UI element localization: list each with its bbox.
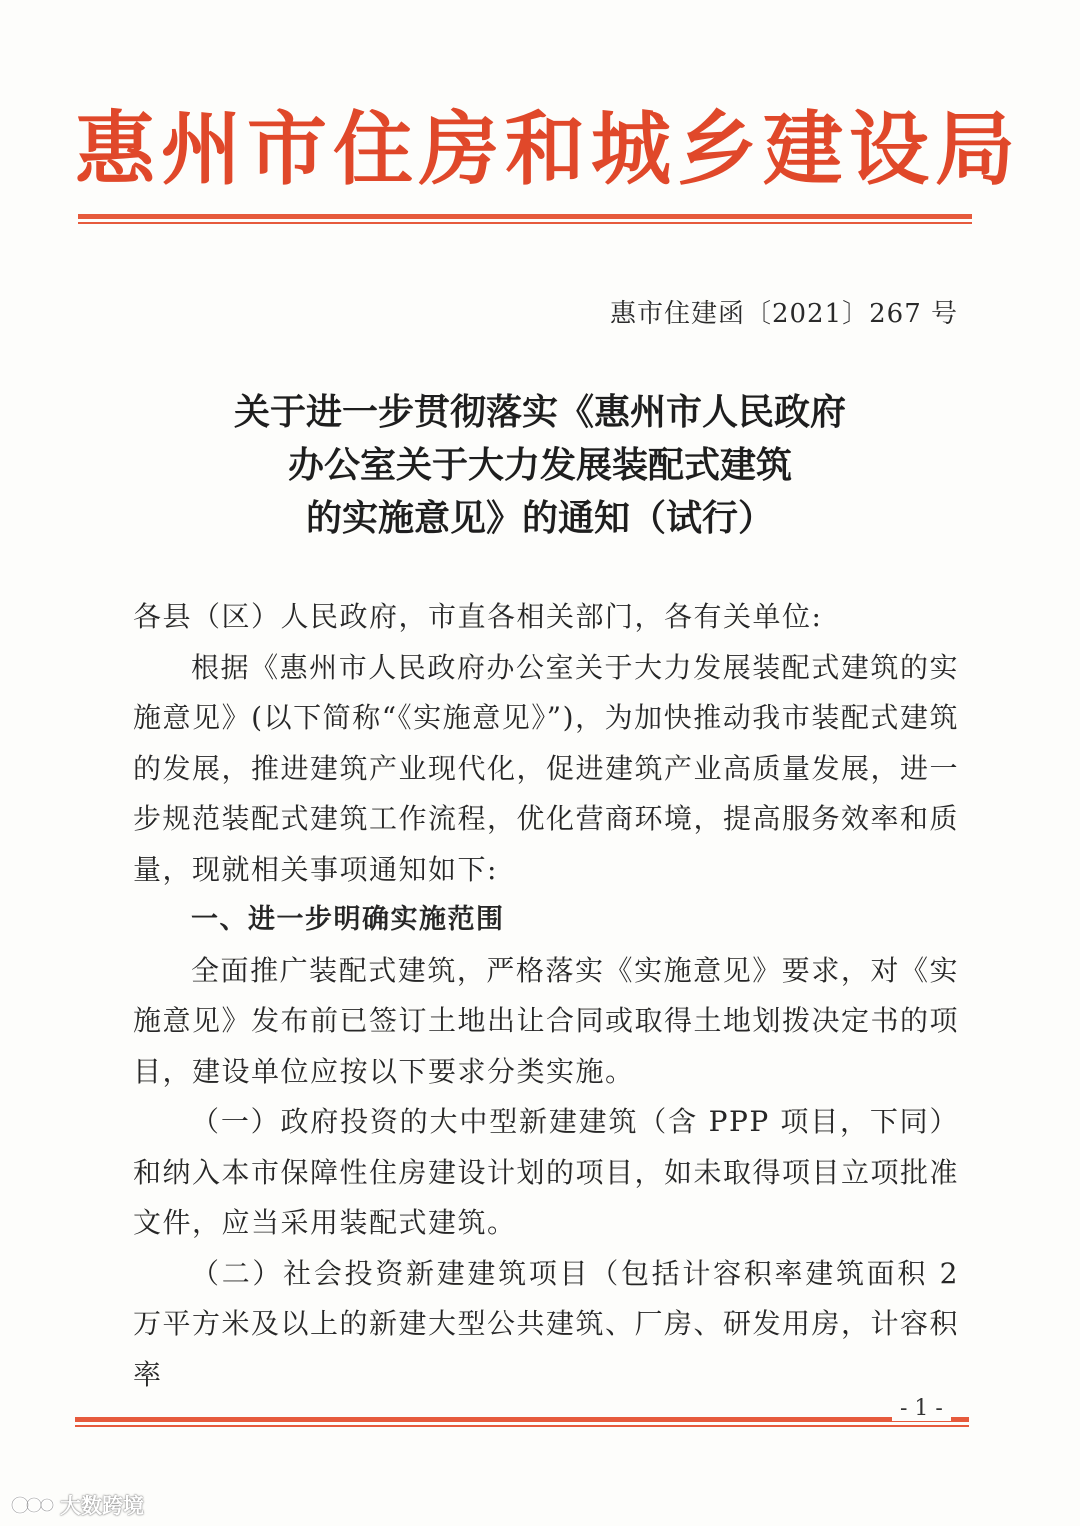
header-rule-thin bbox=[78, 222, 972, 224]
paragraph-item-2: （二）社会投资新建建筑项目（包括计容积率建筑面积 2 万平方米及以上的新建大型公共建筑、厂房、研发用房，计容积率 bbox=[133, 1256, 960, 1391]
section-heading-1: 一、进一步明确实施范围 bbox=[191, 904, 505, 935]
document-title bbox=[120, 386, 960, 545]
title-line-1: 关于进一步贯彻落实《惠州市人民政府 bbox=[233, 392, 846, 433]
document-number: 惠市住建函〔2021〕267 号 bbox=[609, 299, 958, 329]
title-line-3: 的实施意见》的通知（试行） bbox=[305, 498, 774, 539]
salutation: 各县（区）人民政府，市直各相关部门，各有关单位: bbox=[133, 600, 823, 633]
header-rule-thick bbox=[78, 214, 972, 219]
paragraph-scope: 全面推广装配式建筑，严格落实《实施意见》要求，对《实施意见》发布前已签订土地出让合同或取得土地划拨决定书的项目，建设单位应按以下要求分类实施。 bbox=[133, 953, 960, 1088]
document-body bbox=[133, 592, 959, 1400]
watermark bbox=[10, 1490, 144, 1520]
paragraph-item-1: （一）政府投资的大中型新建建筑（含 PPP 项目，下同）和纳入本市保障性住房建设计划的项目，如未取得项目立项批准文件，应当采用装配式建筑。 bbox=[133, 1105, 960, 1239]
page-number: - 1 - bbox=[892, 1396, 951, 1421]
org-masthead: 惠州市住房和城乡建设局 bbox=[75, 103, 1021, 196]
title-line-2: 办公室关于大力发展装配式建筑 bbox=[287, 445, 792, 486]
footer-rule-thin bbox=[75, 1425, 969, 1427]
footer-rule-thick bbox=[75, 1417, 969, 1422]
watermark-text: 大数跨境 bbox=[60, 1494, 144, 1518]
watermark-logo-icon bbox=[10, 1492, 54, 1518]
paragraph-intro: 根据《惠州市人民政府办公室关于大力发展装配式建筑的实施意见》(以下简称“《实施意见》”)，为加快推动我市装配式建筑的发展，推进建筑产业现代化，促进建筑产业高质量发展，进一步规范装配式建筑工作流程，优化营商环境，提高服务效率和质量，现就相关事项通知如下: bbox=[133, 650, 960, 886]
